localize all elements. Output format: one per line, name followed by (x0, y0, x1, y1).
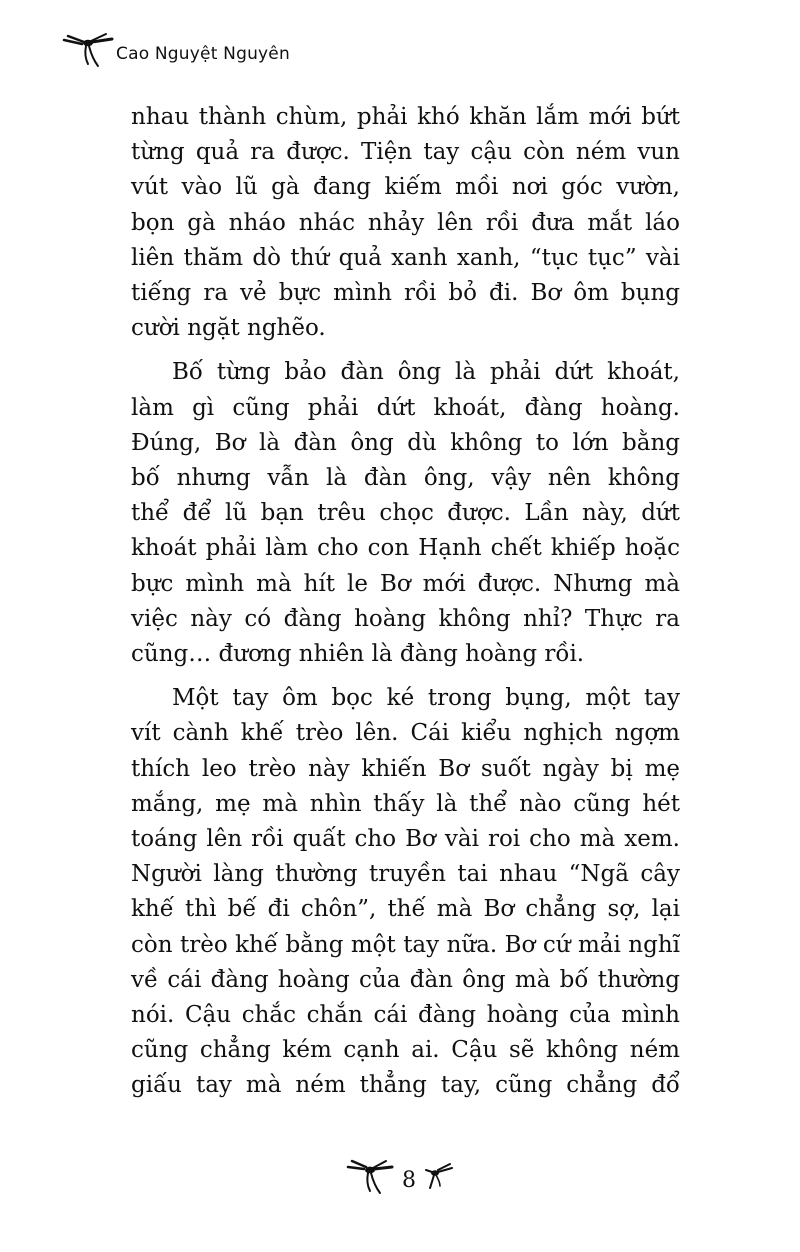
text-line: bực mình mà hít le Bơ mới được. Nhưng mà (131, 570, 680, 597)
dragonfly-icon (62, 32, 114, 68)
text-line: làm gì cũng phải dứt khoát, đàng hoàng. (131, 394, 680, 421)
text-line: bọn gà nháo nhác nhảy lên rồi đưa mắt láo (131, 209, 680, 236)
text-line: toáng lên rồi quất cho Bơ vài roi cho mà xem. (131, 826, 680, 853)
dragonfly-icon (424, 1162, 454, 1192)
text-line: thể để lũ bạn trêu chọc được. Lần này, dứt (131, 500, 680, 527)
text-line: nói. Cậu chắc chắn cái đàng hoàng của mình (131, 1002, 680, 1029)
text-line: nhau thành chùm, phải khó khăn lắm mới bứt (131, 104, 680, 130)
author-name: Cao Nguyệt Nguyên (116, 44, 290, 64)
text-line: mắng, mẹ mà nhìn thấy là thể nào cũng hét (131, 790, 680, 817)
paragraph (131, 100, 680, 346)
page-body (131, 100, 680, 1104)
text-line: cũng… đương nhiên là đàng hoàng rồi. (131, 641, 585, 668)
text-line: khế thì bế đi chôn”, thế mà Bơ chẳng sợ, lại (131, 896, 680, 923)
text-line: Người làng thường truyền tai nhau “Ngã cây (131, 861, 680, 888)
text-line: cười ngặt nghẽo. (131, 315, 326, 342)
text-line: liên thăm dò thứ quả xanh xanh, “tục tục” vài (131, 244, 680, 271)
page-number: 8 (402, 1167, 416, 1193)
text-line: giấu tay mà ném thẳng tay, cũng chẳng đổ (131, 1072, 680, 1099)
text-line: tiếng ra vẻ bực mình rồi bỏ đi. Bơ ôm bụng (131, 280, 680, 307)
text-line: vút vào lũ gà đang kiếm mồi nơi góc vườn, (131, 174, 680, 201)
page-footer (0, 1152, 800, 1202)
text-line: về cái đàng hoàng của đàn ông mà bố thường (131, 966, 680, 993)
text-line: Bố từng bảo đàn ông là phải dứt khoát, (172, 359, 680, 386)
text-line: cũng chẳng kém cạnh ai. Cậu sẽ không ném (131, 1037, 680, 1064)
text-line: việc này có đàng hoàng không nhỉ? Thực ra (131, 605, 680, 632)
running-header (62, 30, 290, 70)
paragraph (131, 681, 680, 1103)
text-line: khoát phải làm cho con Hạnh chết khiếp hoặc (131, 535, 680, 562)
text-line: Một tay ôm bọc ké trong bụng, một tay (172, 685, 680, 712)
text-line: Đúng, Bơ là đàn ông dù không to lớn bằng (131, 429, 680, 456)
text-line: vít cành khế trèo lên. Cái kiểu nghịch ngợm (131, 720, 680, 747)
text-line: thích leo trèo này khiến Bơ suốt ngày bị mẹ (131, 755, 680, 782)
text-line: bố nhưng vẫn là đàn ông, vậy nên không (131, 465, 680, 492)
dragonfly-icon (346, 1157, 394, 1197)
text-line: còn trèo khế bằng một tay nữa. Bơ cứ mải nghĩ (131, 931, 680, 958)
paragraph (131, 355, 680, 672)
text-line: từng quả ra được. Tiện tay cậu còn ném vun (131, 139, 680, 166)
